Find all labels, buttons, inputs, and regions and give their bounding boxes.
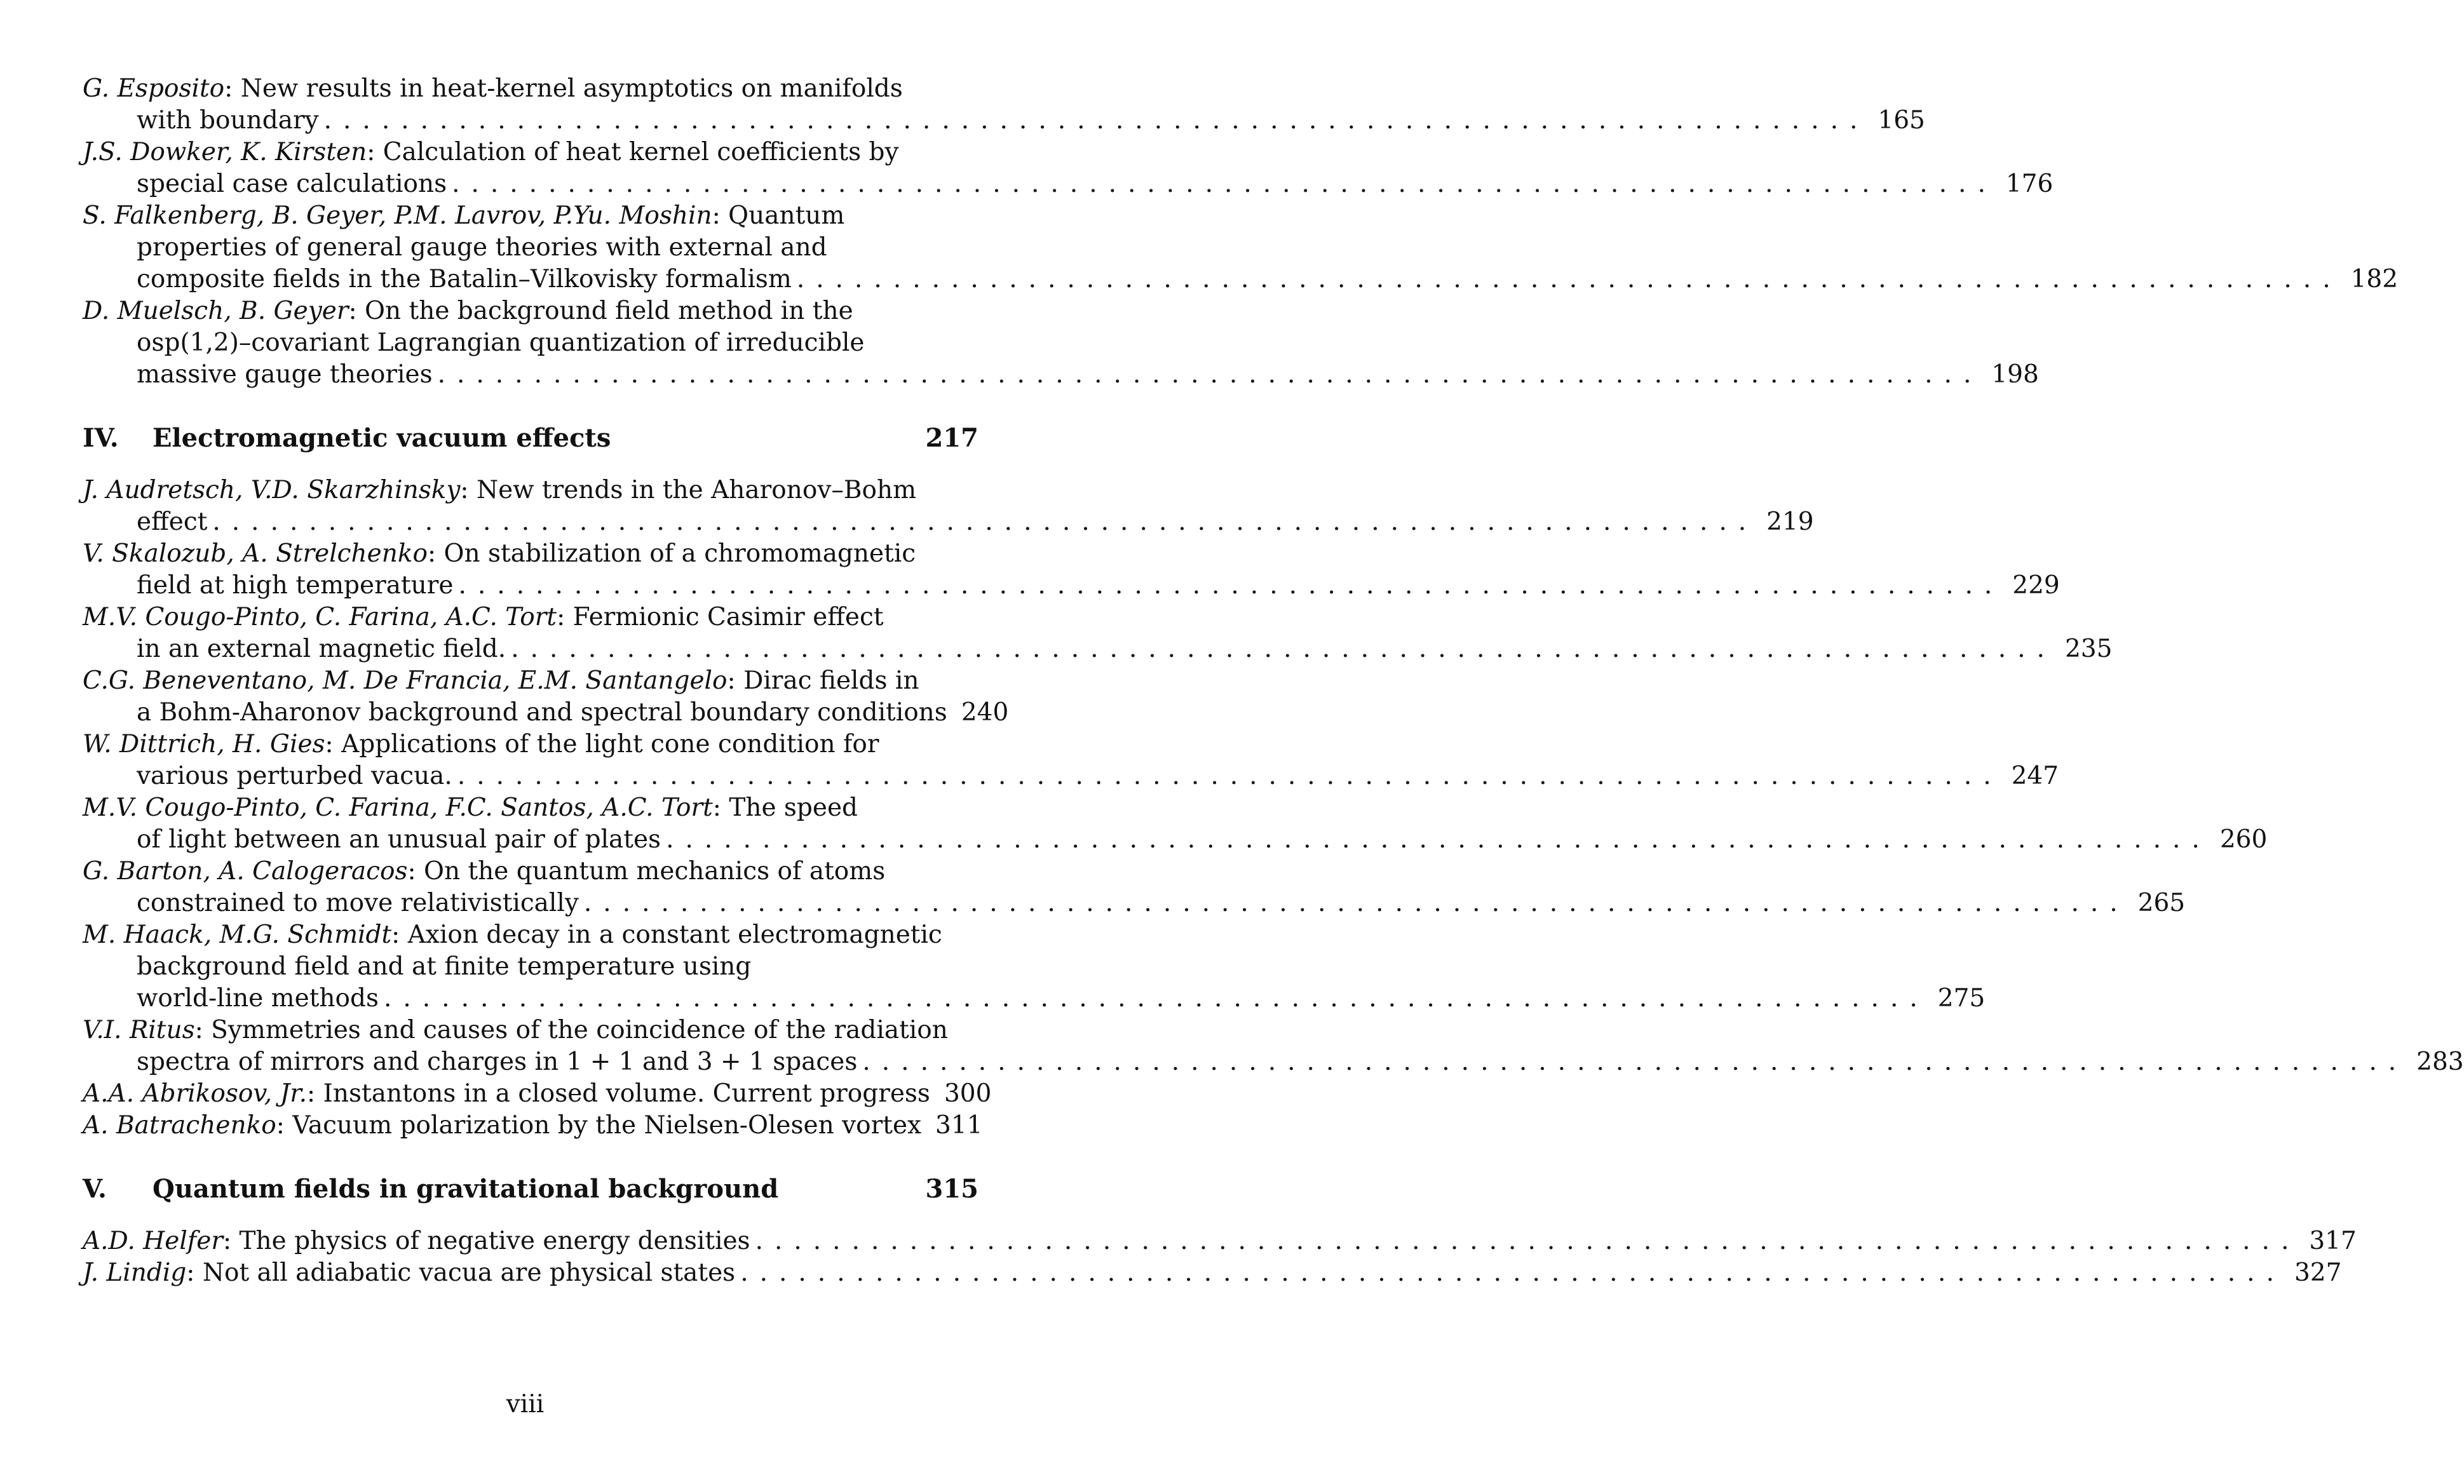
entry-title-line: New trends in the Aharonov–Bohm — [476, 476, 917, 504]
toc-entry: G. Barton, A. Calogeracos: On the quantum mechanics of atoms constrained to move relativistically ................................................................................ 265 — [83, 856, 978, 919]
leader-dots: ................................................................................ — [323, 106, 1869, 135]
entry-page-number: 240 — [961, 698, 1009, 727]
toc-entry: M. Haack, M.G. Schmidt: Axion decay in a constant electromagnetic background field and at finite temperature using world-line methods ................................................................................ 275 — [83, 919, 978, 1015]
toc-entry: D. Muelsch, B. Geyer: On the background field method in the osp(1,2)–covariant Lagrangian quantization of irreducible massive gauge theories ................................................................................ 198 — [83, 295, 978, 391]
entry-page-number: 229 — [2012, 571, 2060, 600]
entry-title-line: composite fields in the Batalin–Vilkovisky formalism — [137, 265, 792, 293]
entry-page-number: 275 — [1937, 984, 1986, 1013]
entry-page-number: 176 — [2005, 170, 2054, 198]
toc-entry: J. Lindig: Not all adiabatic vacua are physical states ................................................................................ 327 — [83, 1257, 978, 1289]
entry-authors: W. Dittrich, H. Gies — [83, 730, 325, 759]
entry-title-line: effect — [137, 508, 208, 536]
entry-page-number: 219 — [1766, 508, 1814, 536]
entry-authors: D. Muelsch, B. Geyer — [83, 297, 349, 325]
entry-page-number: 311 — [935, 1111, 983, 1140]
entry-title-line: massive gauge theories — [137, 360, 433, 389]
entry-authors: G. Barton, A. Calogeracos — [83, 857, 408, 886]
leader-dots: ................................................................................ — [383, 984, 1929, 1013]
entry-authors: M.V. Cougo-Pinto, C. Farina, F.C. Santos, A.C. Tort — [83, 793, 713, 822]
entry-title-line: background field and at finite temperature using — [137, 952, 752, 981]
entry-title-line: field at high temperature — [137, 571, 454, 600]
leader-dots: ................................................................................ — [583, 889, 2129, 917]
entry-title-line: On the quantum mechanics of atoms — [424, 857, 886, 886]
entry-page-number: 327 — [2294, 1258, 2342, 1287]
section-page-number: 315 — [925, 1174, 978, 1204]
toc-entry: S. Falkenberg, B. Geyer, P.M. Lavrov, P.Yu. Moshin: Quantum properties of general gauge theories with external and composite fields in the Batalin–Vilkovisky formalism ................................................................................ 182 — [83, 200, 978, 295]
entry-title-line: Symmetries and causes of the coincidence of the radiation — [211, 1016, 948, 1044]
entry-page-number: 165 — [1878, 106, 1925, 135]
entry-title-line: Calculation of heat kernel coefficients by — [382, 138, 899, 166]
toc-entry: J.S. Dowker, K. Kirsten: Calculation of heat kernel coefficients by special case calculations ................................................................................ 176 — [83, 137, 978, 200]
entry-title-line: On stabilization of a chromomagnetic — [443, 539, 916, 568]
toc-entry: A. Batrachenko: Vacuum polarization by the Nielsen-Olesen vortex 311 — [83, 1110, 978, 1142]
leader-dots: ................................................................................ — [458, 571, 2004, 600]
entry-title-line: in an external magnetic field. — [137, 635, 506, 663]
entry-authors: J. Audretsch, V.D. Skarzhinsky — [83, 476, 461, 504]
toc-entry: V. Skalozub, A. Strelchenko: On stabilization of a chromomagnetic field at high temperature ................................................................................ 229 — [83, 538, 978, 602]
entry-title-line: with boundary — [137, 106, 319, 135]
toc-entry: A.A. Abrikosov, Jr.: Instantons in a closed volume. Current progress 300 — [83, 1078, 978, 1110]
leader-dots: ................................................................................ — [666, 825, 2211, 854]
entry-authors: G. Esposito — [83, 74, 225, 103]
entry-page-number: 198 — [1991, 360, 2039, 389]
section-page-number: 217 — [925, 423, 978, 453]
leader-dots: ................................................................................ — [862, 1048, 2408, 1076]
entry-page-number: 260 — [2219, 825, 2268, 854]
toc-entry: C.G. Beneventano, M. De Francia, E.M. Santangelo: Dirac fields in a Bohm-Aharonov background and spectral boundary conditions 240 — [83, 665, 978, 729]
entry-title-line: a Bohm-Aharonov background and spectral boundary conditions — [137, 698, 947, 727]
entry-title-line: Applications of the light cone condition for — [341, 730, 879, 759]
entry-title-line: of light between an unusual pair of plates — [137, 825, 661, 854]
entry-title-line: The speed — [729, 793, 858, 822]
entry-title-line: On the background field method in the — [365, 297, 853, 325]
toc-entry: A.D. Helfer: The physics of negative energy densities ................................................................................ 317 — [83, 1225, 978, 1257]
entry-title: Instantons in a closed volume. Current progress — [323, 1079, 930, 1108]
entry-title-line: constrained to move relativistically — [137, 889, 579, 917]
entry-title-line: Fermionic Casimir effect — [572, 603, 884, 631]
toc-entry: M.V. Cougo-Pinto, C. Farina, A.C. Tort: Fermionic Casimir effect in an external magnetic field. ................................................................................ 235 — [83, 602, 978, 665]
entry-title: Not all adiabatic vacua are physical states — [202, 1258, 736, 1287]
entry-page-number: 265 — [2137, 889, 2186, 917]
entry-title-line: New results in heat-kernel asymptotics on manifolds — [240, 74, 903, 103]
page-number-footer: viii — [506, 1390, 545, 1419]
leader-dots: ................................................................................ — [796, 265, 2342, 293]
entry-authors: V. Skalozub, A. Strelchenko — [83, 539, 428, 568]
section-title: Electromagnetic vacuum effects — [152, 423, 611, 453]
entry-title: Vacuum polarization by the Nielsen-Olesen vortex — [292, 1111, 922, 1140]
leader-dots: ................................................................................ — [511, 635, 2056, 663]
entry-page-number: 317 — [2309, 1227, 2357, 1255]
entry-page-number: 182 — [2350, 265, 2399, 293]
entry-authors: M.V. Cougo-Pinto, C. Farina, A.C. Tort — [83, 603, 557, 631]
entry-page-number: 235 — [2064, 635, 2113, 663]
entry-title-line: world-line methods — [137, 984, 379, 1013]
entry-authors: A.A. Abrikosov, Jr. — [83, 1079, 307, 1108]
entry-page-number: 300 — [944, 1079, 992, 1108]
entry-page-number: 283 — [2416, 1048, 2464, 1076]
entry-authors: V.I. Ritus — [83, 1016, 195, 1044]
entry-title: The physics of negative energy densities — [239, 1227, 750, 1255]
entry-authors: A. Batrachenko — [83, 1111, 276, 1140]
entry-authors: C.G. Beneventano, M. De Francia, E.M. Santangelo — [83, 666, 728, 695]
leader-dots: ................................................................................ — [457, 762, 2003, 790]
table-of-contents — [83, 73, 2464, 1289]
entry-title-line: Dirac fields in — [743, 666, 919, 695]
section-heading — [83, 422, 978, 454]
entry-authors: J. Lindig — [83, 1258, 187, 1287]
entry-authors: A.D. Helfer — [83, 1227, 223, 1255]
leader-dots: ................................................................................ — [437, 360, 1983, 389]
section-number: IV. — [83, 423, 119, 453]
entry-authors: S. Falkenberg, B. Geyer, P.M. Lavrov, P.Yu. Moshin — [83, 201, 712, 230]
leader-dots: ................................................................................ — [755, 1227, 2301, 1255]
leader-dots: ................................................................................ — [452, 170, 1997, 198]
leader-dots: ................................................................................ — [212, 508, 1758, 536]
entry-title-line: osp(1,2)–covariant Lagrangian quantization of irreducible — [137, 328, 865, 357]
entry-page-number: 247 — [2011, 762, 2059, 790]
section-number: V. — [83, 1174, 107, 1204]
toc-entry: M.V. Cougo-Pinto, C. Farina, F.C. Santos, A.C. Tort: The speed of light between an unusual pair of plates ................................................................................ 260 — [83, 792, 978, 856]
section-heading — [83, 1173, 978, 1205]
entry-title-line: properties of general gauge theories with external and — [137, 233, 827, 262]
leader-dots: ................................................................................ — [740, 1258, 2285, 1287]
entry-title-line: various perturbed vacua. — [137, 762, 452, 790]
toc-entry: W. Dittrich, H. Gies: Applications of the light cone condition for various perturbed vacua. ................................................................................ 247 — [83, 729, 978, 792]
toc-entry: V.I. Ritus: Symmetries and causes of the coincidence of the radiation spectra of mirrors and charges in 1 + 1 and 3 + 1 spaces ................................................................................ 283 — [83, 1015, 978, 1078]
entry-title-line: Quantum — [728, 201, 845, 230]
toc-entry: J. Audretsch, V.D. Skarzhinsky: New trends in the Aharonov–Bohm effect ................................................................................ 219 — [83, 475, 978, 538]
entry-title-line: spectra of mirrors and charges in 1 + 1 and 3 + 1 spaces — [137, 1048, 858, 1076]
entry-title-line: Axion decay in a constant electromagnetic — [407, 921, 942, 949]
entry-authors: J.S. Dowker, K. Kirsten — [83, 138, 367, 166]
entry-authors: M. Haack, M.G. Schmidt — [83, 921, 392, 949]
entry-title-line: special case calculations — [137, 170, 447, 198]
toc-entry: G. Esposito: New results in heat-kernel asymptotics on manifolds with boundary ................................................................................ 165 — [83, 73, 978, 137]
section-title: Quantum fields in gravitational background — [152, 1174, 779, 1204]
